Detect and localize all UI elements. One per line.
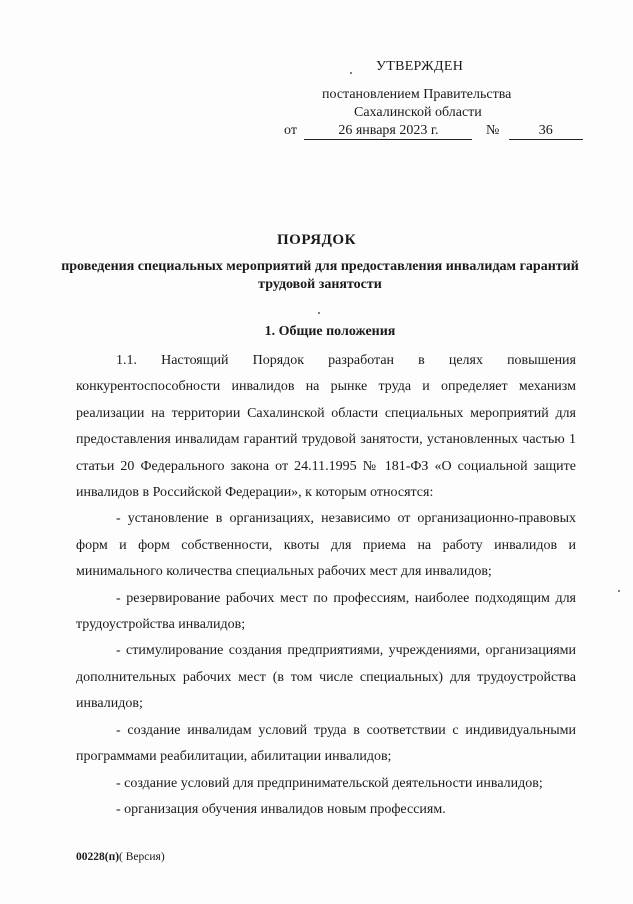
footer-version: ( Версия) [119, 851, 165, 863]
approval-number: 36 [509, 123, 583, 140]
approval-title: УТВЕРЖДЕН [376, 59, 464, 74]
list-item-quota: - установление в организациях, независимо от организационно-правовых форм и форм собственности, квоты для приема на работу инвалидов и минимального количества специальных рабочих мест для инвалидов; [76, 511, 576, 580]
approval-from-label: от [284, 123, 297, 138]
paragraph-1-1: 1.1. Настоящий Порядок разработан в целях повышения конкурентоспособности инвалидов на рынке труда и определяет механизм реализации на территории Сахалинской области специальных мероприятий для предоставления инвалидам гарантий трудовой занятости, установленных частью 1 статьи 20 Федерального закона от 24.11.1995 № 181-ФЗ «О социальной защите инвалидов в Российской Федерации», к которым относятся: [76, 353, 576, 501]
approval-line-government: постановлением Правительства [322, 87, 512, 102]
document-subtitle: проведения специальных мероприятий для предоставления инвалидам гарантий трудовой занятости [61, 259, 579, 292]
section-heading: 1. Общие положения [264, 324, 396, 339]
approval-date-number-line [284, 122, 583, 140]
section-body [76, 348, 576, 823]
scan-speck [350, 72, 352, 74]
approval-line-region: Сахалинской области [354, 105, 482, 120]
list-item-reservation: - резервирование рабочих мест по профессиям, наиболее подходящим для трудоустройства инвалидов; [76, 590, 576, 633]
footer-code: 00228(п) [76, 851, 120, 863]
footer-document-code [76, 851, 165, 863]
list-item-training: - организация обучения инвалидов новым профессиям. [116, 801, 446, 817]
scan-speck [618, 590, 620, 592]
list-item-conditions: - создание инвалидам условий труда в соответствии с индивидуальными программами реабилитации, абилитации инвалидов; [76, 722, 576, 765]
approval-date: 26 января 2023 г. [304, 123, 472, 140]
list-item-stimulation: - стимулирование создания предприятиями, учреждениями, организациями дополнительных рабочих мест (в том числе специальных) для трудоустройства инвалидов; [76, 643, 576, 712]
approval-number-sign: № [485, 123, 500, 138]
document-title: ПОРЯДОК [277, 232, 356, 248]
list-item-entrepreneurship: - создание условий для предпринимательской деятельности инвалидов; [116, 775, 543, 791]
scan-speck [318, 312, 320, 314]
